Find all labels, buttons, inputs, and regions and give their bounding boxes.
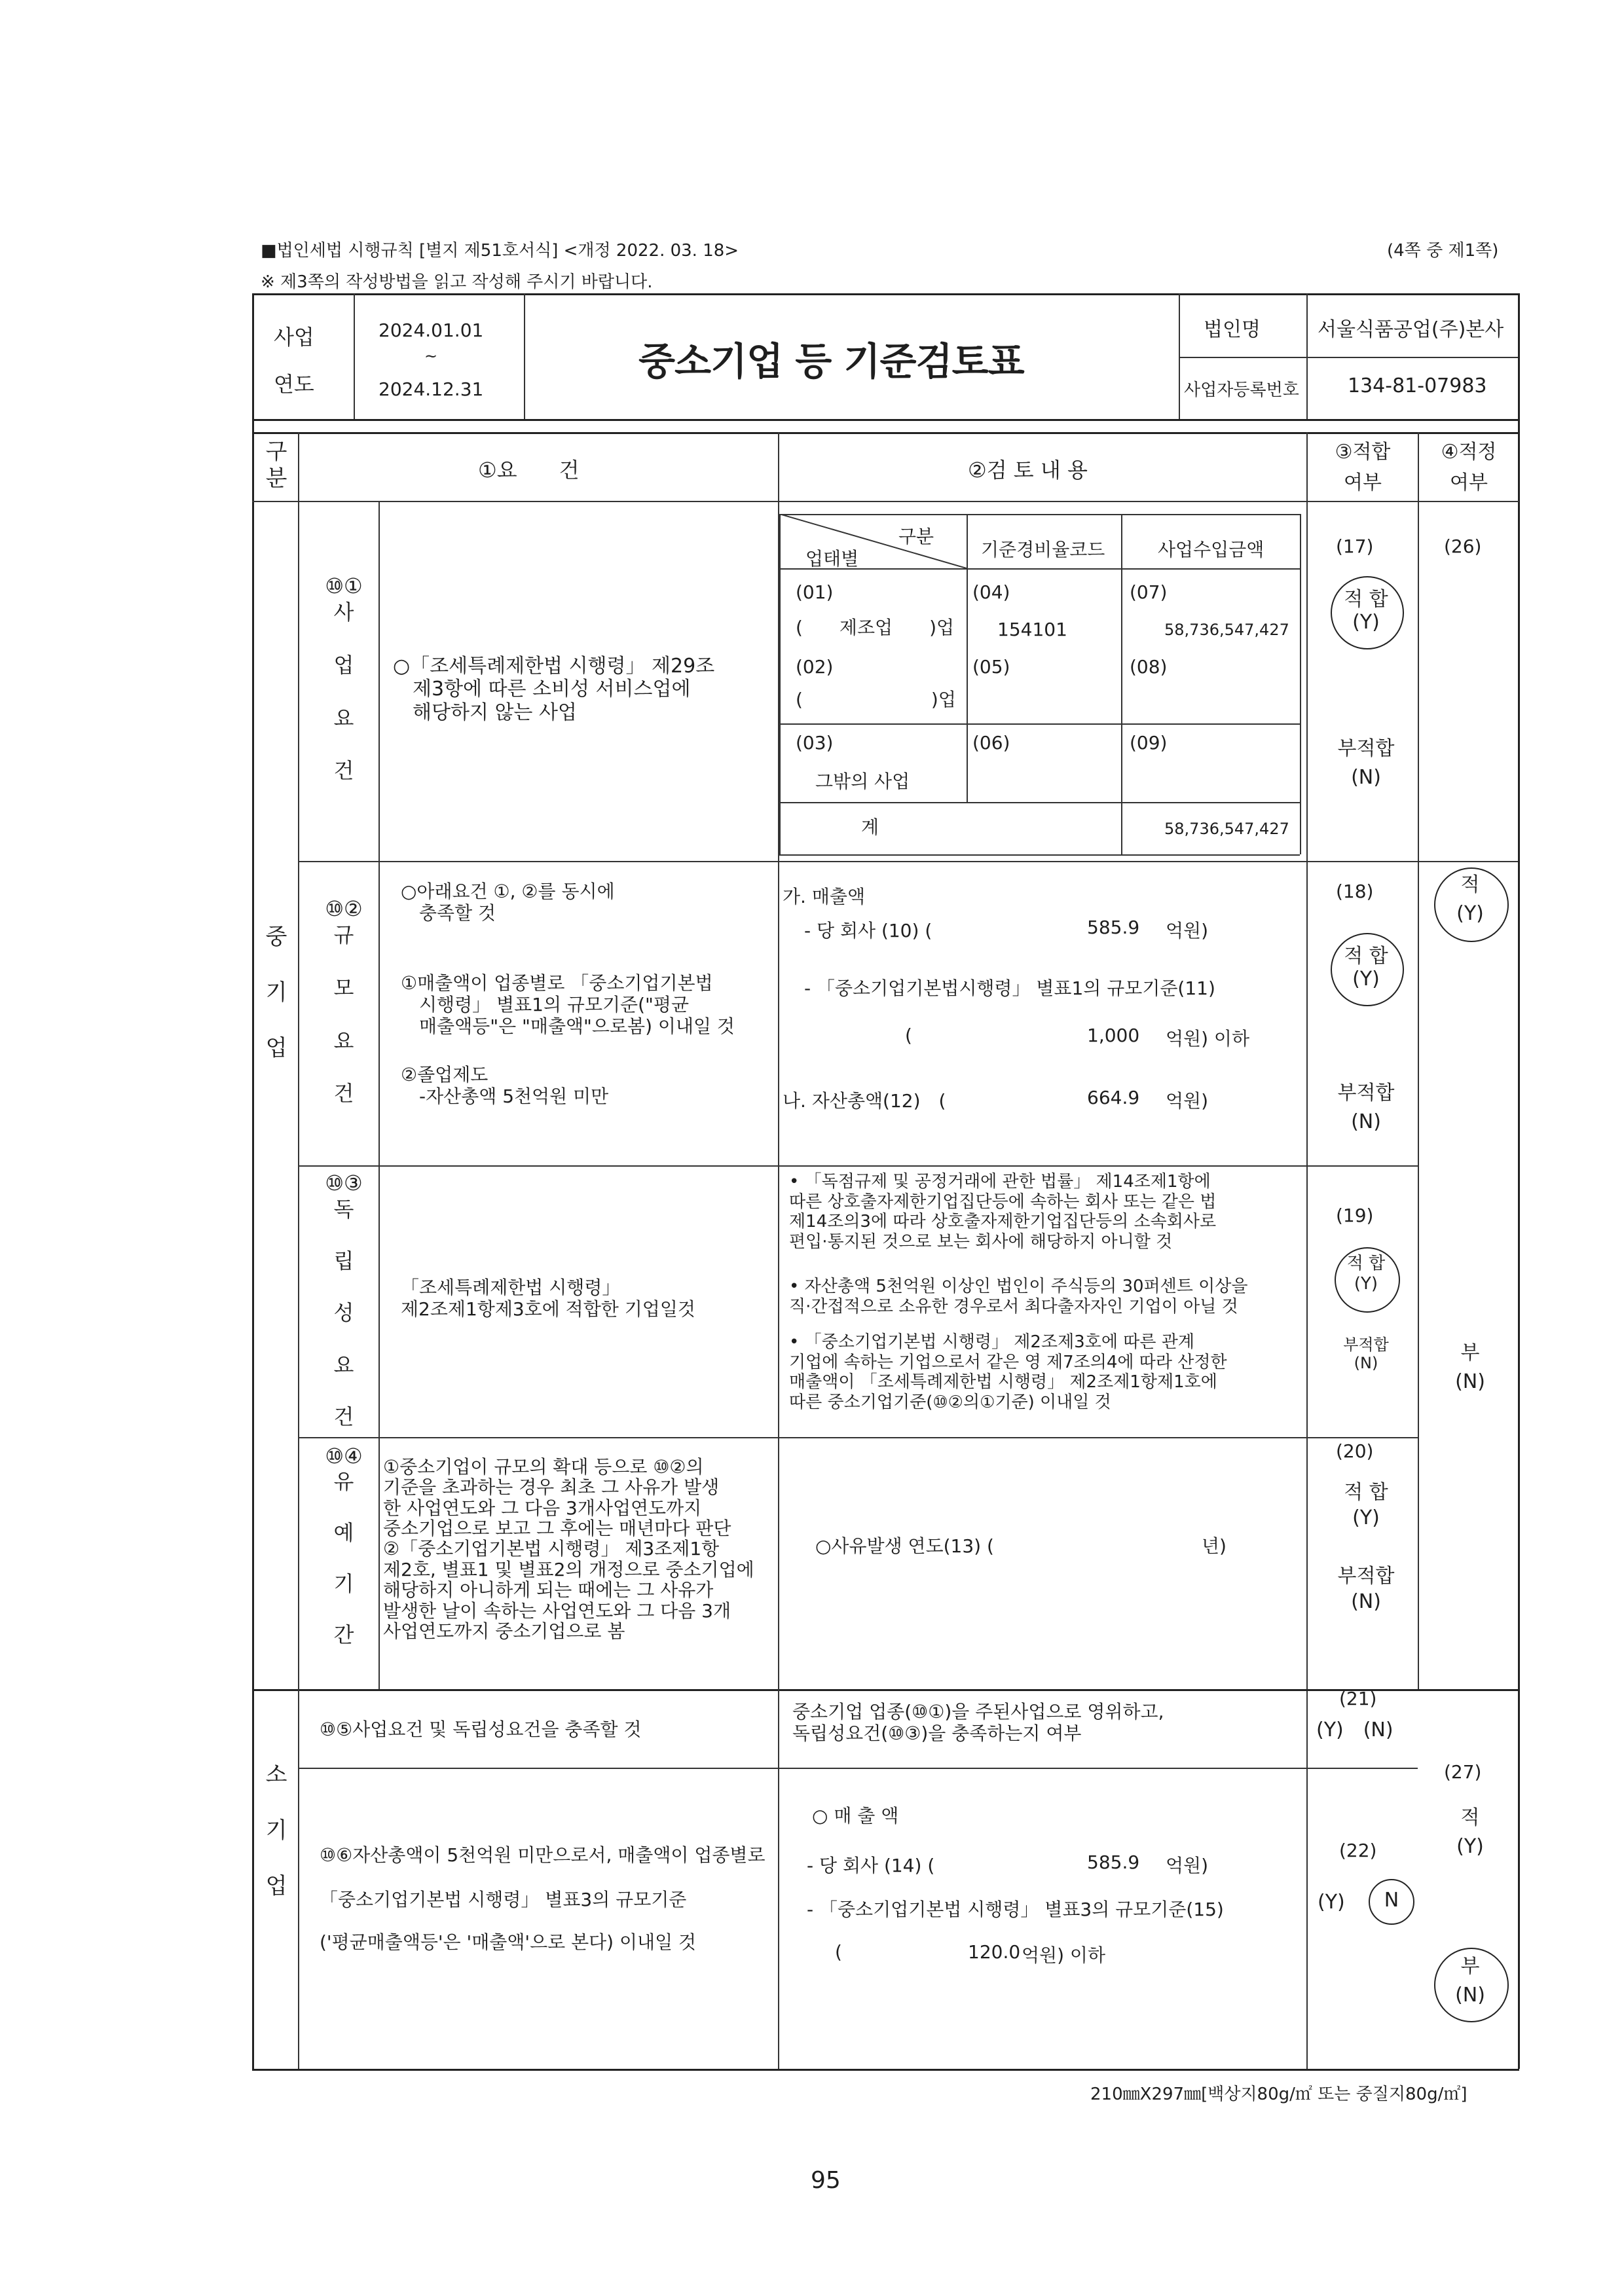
- s101-c02-text: ( )업: [796, 689, 956, 710]
- period-end: 2024.12.31: [378, 378, 484, 400]
- s102-fit-yes: 적 합 (Y): [1344, 945, 1388, 991]
- s101-c08: (08): [1130, 656, 1168, 678]
- page-of-indicator: (4쪽 중 제1쪽): [1387, 241, 1499, 261]
- s105-fit-yn: (Y) (N): [1316, 1719, 1393, 1741]
- s106-requirement-2: 「중소기업기본법 시행령」 별표3의 규모기준: [320, 1889, 687, 1910]
- s106-review-std: - 「중소기업기본법 시행령」 별표3의 규모기준(15): [807, 1899, 1224, 1920]
- side-label-sme: 중 기 업: [265, 924, 287, 1061]
- s101-proper-code: (26): [1444, 536, 1482, 557]
- s101-total-amount: 58,736,547,427: [1164, 820, 1289, 838]
- s105-fit-code: (21): [1339, 1688, 1377, 1709]
- s101-c04: (04): [972, 581, 1010, 603]
- s101-c02: (02): [796, 656, 834, 678]
- s101-total-label: 계: [861, 816, 879, 838]
- biz-no-label: 사업자등록번호: [1184, 380, 1299, 400]
- s101-c09: (09): [1130, 732, 1168, 754]
- s101-requirement: ○「조세특례제한법 시행령」 제29조 제3항에 따른 소비성 서비스업에 해당하지 않는 사업: [393, 655, 715, 724]
- s102-review-std-unit: 억원) 이하: [1166, 1028, 1250, 1049]
- s106-fit-n: N: [1384, 1889, 1399, 1912]
- col-requirement-header: ①요 건: [478, 458, 580, 483]
- s103-review-2: • 자산총액 5천억원 이상인 법인이 주식등의 30퍼센트 이상을 직·간접적으로 소유한 경우로서 최다출자자인 기업이 아닐 것: [789, 1277, 1248, 1317]
- small-proper-yes: 적 (Y): [1456, 1806, 1484, 1858]
- s101-c05: (05): [972, 656, 1010, 678]
- year-label-1: 사업: [274, 325, 314, 350]
- s101-c03: (03): [796, 732, 834, 754]
- s101-c04-code: 154101: [997, 619, 1067, 640]
- s102-req-2: ②졸업제도 -자산총액 5천억원 미만: [401, 1064, 609, 1108]
- s103-review-1: • 「독점규제 및 공정거래에 관한 법률」 제14조제1항에 따른 상호출자제한기업집단등에 속하는 회사 또는 같은 법 제14조의3에 따라 상호출자제한기업집단등의 소속회사로 편입·통지된 것으로 보는 회사에 해당하지 아니할 것: [789, 1172, 1217, 1252]
- s103-requirement: 「조세특례제한법 시행령」 제2조제1항제3호에 적합한 기업일것: [401, 1277, 695, 1321]
- s104-fit-code: (20): [1336, 1440, 1374, 1462]
- s102-review-ga: 가. 매출액: [783, 886, 865, 907]
- s106-requirement-1: ⑩⑥자산총액이 5천억원 미만으로서, 매출액이 업종별로: [320, 1844, 766, 1866]
- s104-label: ⑩④ 유 예 기 간: [325, 1444, 363, 1648]
- s101-fit-yes: 적 합 (Y): [1344, 588, 1388, 634]
- period-start: 2024.01.01: [378, 319, 484, 341]
- s102-req-intro: ○아래요건 ①, ②를 동시에 충족할 것: [401, 881, 615, 924]
- s102-review-na-value: 664.9: [1087, 1087, 1140, 1108]
- s101-label: ⑩① 사 업 요 건: [325, 574, 363, 784]
- s103-label: ⑩③ 독 립 성 요 건: [325, 1171, 363, 1430]
- s104-review: ○사유발생 연도(13) (: [815, 1535, 994, 1557]
- s106-review-title: ○ 매 출 액: [812, 1805, 899, 1827]
- s103-fit-yes: 적 합 (Y): [1346, 1254, 1386, 1294]
- s102-review-company-unit: 억원): [1166, 920, 1209, 941]
- s105-review: 중소기업 업종(⑩①)을 주된사업으로 영위하고, 독립성요건(⑩③)을 충족하는지 여부: [792, 1701, 1164, 1745]
- col-review-header: ②검 토 내 용: [968, 458, 1088, 483]
- col-proper-header: ④적정 여부: [1441, 441, 1497, 494]
- year-label-2: 연도: [274, 372, 314, 397]
- paper-spec: 210㎜X297㎜[백상지80g/㎡ 또는 중질지80g/㎡]: [1090, 2085, 1467, 2104]
- s104-review-unit: 년): [1202, 1535, 1227, 1557]
- s102-review-std: - 「중소기업기본법시행령」 별표1의 규모기준(11): [804, 977, 1215, 999]
- col-fit-header: ③적합 여부: [1335, 441, 1391, 494]
- law-reference: ■법인세법 시행규칙 [별지 제51호서식] <개정 2022. 03. 18>: [261, 241, 739, 261]
- s102-label: ⑩② 규 모 요 건: [325, 896, 363, 1106]
- s106-review-company: - 당 회사 (14) (: [807, 1855, 935, 1876]
- s101-fit-code: (17): [1336, 536, 1374, 557]
- s104-fit-no: 부적합 (N): [1337, 1565, 1395, 1613]
- small-proper-no: 부 (N): [1455, 1955, 1485, 2007]
- s101-hdr-amount: 사업수입금액: [1158, 539, 1264, 560]
- s102-review-na: 나. 자산총액(12) (: [783, 1090, 946, 1112]
- s106-review-company-unit: 억원): [1166, 1855, 1209, 1876]
- s104-requirement: ①중소기업이 규모의 확대 등으로 ⑩②의 기준을 초과하는 경우 최초 그 사유가 발생 한 사업연도와 그 다음 3개사업연도까지 중소기업으로 보고 그 후에는 매년마다 판단 ②「중소기업기본법 시행령」 제3조제1항 제2호, 별표1 및 별표2의 개정으로 중소기업에 해당하지 아니하게 되는 때에는 그 사유가 발생한 날이 속하는 사업연도와 그 다음 3개 사업연도까지 중소기업으로 봄: [383, 1456, 754, 1642]
- s102-review-company: - 당 회사 (10) (: [804, 920, 932, 941]
- s101-hdr-industry: 업태별: [805, 548, 859, 570]
- small-proper-code: (27): [1444, 1761, 1482, 1783]
- biz-no-value: 134-81-07983: [1348, 374, 1487, 397]
- page-number: 95: [811, 2167, 841, 2194]
- s101-c07: (07): [1130, 581, 1168, 603]
- s104-fit-yes: 적 합 (Y): [1344, 1481, 1388, 1529]
- s106-review-std-unit: 억원) 이하: [1022, 1944, 1106, 1966]
- s101-c07-amount: 58,736,547,427: [1164, 621, 1289, 639]
- s101-hdr-gubun: 구분: [898, 526, 934, 547]
- s102-review-company-value: 585.9: [1087, 917, 1140, 938]
- form-title: 중소기업 등 기준검토표: [638, 339, 1024, 384]
- corp-name-label: 법인명: [1204, 318, 1261, 341]
- s101-fit-no: 부적합 (N): [1337, 737, 1395, 789]
- s106-review-company-value: 585.9: [1087, 1851, 1140, 1873]
- s103-review-3: • 「중소기업기본법 시행령」 제2조제3호에 따른 관계 기업에 속하는 기업으로서 같은 영 제7조의4에 따라 산정한 매출액이 「조세특례제한법 시행령」 제2조제1항제1호에 따른 중소기업기준(⑩②의①기준) 이내일 것: [789, 1332, 1227, 1413]
- instruction-note: ※ 제3쪽의 작성방법을 읽고 작성해 주시기 바랍니다.: [261, 272, 653, 292]
- s102-review-std-open: (: [905, 1025, 912, 1046]
- s106-review-std-open: (: [835, 1941, 842, 1963]
- corp-name-value: 서울식품공업(주)본사: [1318, 318, 1504, 341]
- s105-requirement: ⑩⑤사업요건 및 독립성요건을 충족할 것: [320, 1719, 642, 1740]
- s106-fit-y: (Y): [1318, 1891, 1345, 1914]
- s101-c06: (06): [972, 732, 1010, 754]
- s102-proper: 적 (Y): [1456, 873, 1484, 925]
- col-gubun-header: 구 분: [265, 439, 287, 492]
- s102-req-1: ①매출액이 업종별로 「중소기업기본법 시행령」 별표1의 규모기준("평균 매출액등"은 "매출액"으로봄) 이내일 것: [401, 972, 735, 1038]
- s102-review-std-value: 1,000: [1087, 1025, 1140, 1046]
- s103-fit-no: 부적합 (N): [1343, 1336, 1389, 1373]
- period-tilde: ~: [424, 347, 438, 365]
- s106-review-std-value: 120.0: [968, 1941, 1021, 1963]
- s103-fit-code: (19): [1336, 1205, 1374, 1226]
- s103-proper: 부 (N): [1455, 1341, 1485, 1393]
- s102-fit-no: 부적합 (N): [1337, 1082, 1395, 1133]
- s102-fit-code: (18): [1336, 881, 1374, 902]
- s106-requirement-3: ('평균매출액등'은 '매출액'으로 본다) 이내일 것: [320, 1931, 697, 1953]
- s101-c01: (01): [796, 581, 834, 603]
- s101-c01-text: ( 제조업 )업: [796, 617, 955, 638]
- side-label-small: 소 기 업: [265, 1762, 287, 1899]
- s101-c03-text: 그밖의 사업: [815, 771, 910, 792]
- s102-review-na-unit: 억원): [1166, 1090, 1209, 1112]
- s101-hdr-code: 기준경비율코드: [981, 539, 1105, 560]
- s106-fit-code: (22): [1339, 1840, 1377, 1861]
